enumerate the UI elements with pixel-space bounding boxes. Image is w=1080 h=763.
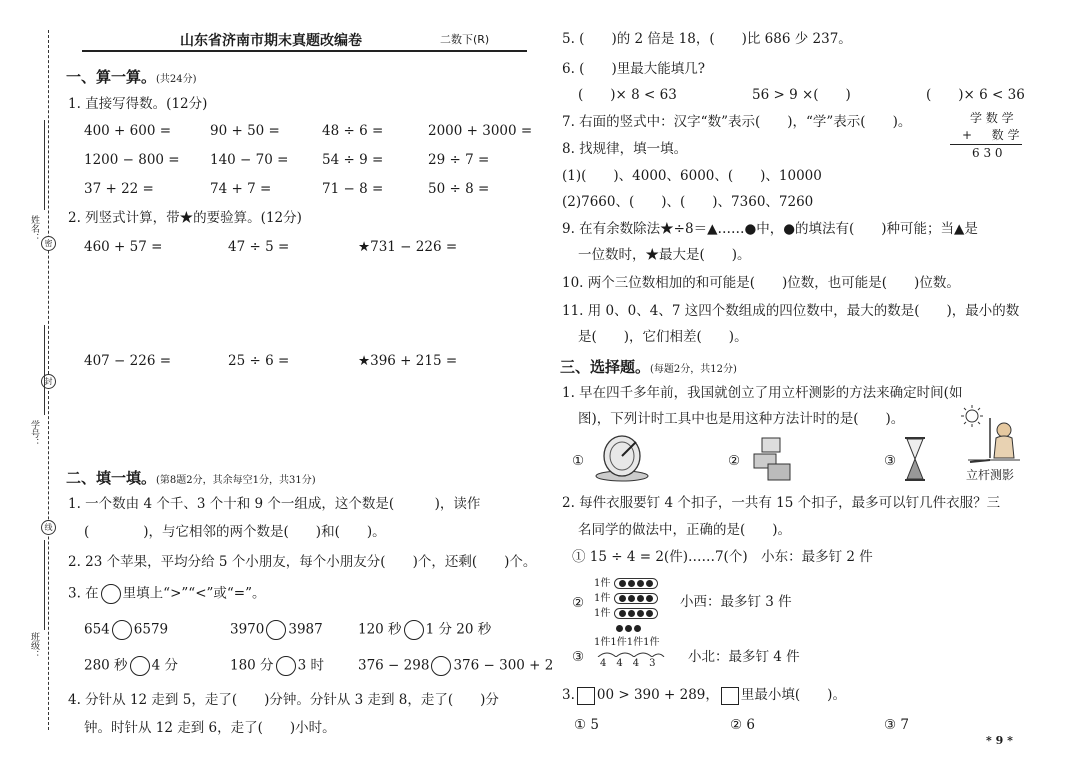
q3-3: 3. 00 > 390 + 289， 里最小填( )。 (562, 687, 846, 703)
q2-6-item: 56 > 9 ×( ) (752, 87, 851, 103)
q2-1-line2: ( )，与它相邻的两个数是( )和( )。 (84, 524, 386, 540)
q2-6-prompt: 6. ( )里最大能填几? (562, 61, 705, 77)
compare-circle-icon (112, 620, 132, 640)
compare-item: 654 6579 (84, 620, 168, 640)
calc-item: 29 ÷ 7 = (428, 152, 490, 168)
q1-1-prompt: 1. 直接写得数。(12分) (68, 96, 208, 112)
compare-circle-icon (431, 656, 451, 676)
seal-feng: 封 (41, 374, 56, 389)
calc-item: 90 + 50 = (210, 123, 280, 139)
q1-2-prompt: 2. 列竖式计算，带★的要验算。(12分) (68, 210, 302, 226)
q2-7: 7. 右面的竖式中：汉字“数”表示( )，“学”表示( )。 (562, 114, 912, 130)
compare-circle-icon (404, 620, 424, 640)
q2-2: 2. 23 个苹果，平均分给 5 个小朋友，每个小朋友分( )个，还剩( )个。 (68, 554, 537, 570)
option-2-label: ② (728, 453, 741, 469)
q2-8-l2: (2)7660、( )、( )、7360、7260 (562, 194, 814, 210)
grade-label: 二数下(R) (440, 33, 490, 46)
vertical-calc-item: 47 ÷ 5 = (228, 239, 290, 255)
answer-box-icon (577, 687, 595, 705)
q2-6-item: ( )× 6 < 36 (926, 87, 1025, 103)
q3-3-option: ① 5 (574, 717, 599, 733)
calc-item: 74 + 7 = (210, 181, 272, 197)
compare-circle-icon (276, 656, 296, 676)
option-1-label: ① (572, 453, 585, 469)
pole-shadow-illustration (960, 404, 1024, 464)
vertical-calc-item: ★396 + 215 = (358, 353, 458, 369)
q2-6-item: ( )× 8 < 63 (578, 87, 677, 103)
calc-item: 2000 + 3000 = (428, 123, 533, 139)
water-clock-icon (748, 436, 796, 482)
q3-1-line2: 图)，下列计时工具中也是用这种方法计时的是( )。 (578, 411, 905, 427)
exam-title: 山东省济南市期末真题改编卷 (180, 33, 362, 49)
q2-3-prompt: 3. 在 里填上“>”“<”或“=”。 (68, 584, 266, 604)
compare-circle-icon (130, 656, 150, 676)
seal-xian: 线 (41, 520, 56, 535)
q2-10: 10. 两个三位数相加的和可能是( )位数，也可能是( )位数。 (562, 275, 960, 291)
compare-item: 376 − 298 376 − 300 + 2 (358, 656, 553, 676)
q3-3-option: ③ 7 (884, 717, 909, 733)
calc-item: 71 − 8 = (322, 181, 384, 197)
number-line-diagram: 1件1件1件1件 4 4 4 3 (594, 636, 668, 670)
option-3-label: ③ (884, 453, 897, 469)
q2-9-line2: 一位数时，★最大是( )。 (578, 247, 751, 263)
section-1-heading: 一、算一算。(共24分) (66, 68, 197, 86)
compare-item: 3970 3987 (230, 620, 323, 640)
calc-item: 400 + 600 = (84, 123, 172, 139)
calc-item: 54 ÷ 9 = (322, 152, 384, 168)
sundial-icon (592, 432, 652, 482)
q3-2-option-1: ① 15 ÷ 4 = 2(件)……7(个) 小东：最多钉 2 件 (572, 549, 873, 565)
q3-2-option-3-label: ③ (572, 649, 585, 665)
section-3-heading: 三、选择题。(每题2分，共12分) (560, 358, 737, 376)
vertical-calc-item: ★731 − 226 = (358, 239, 458, 255)
q3-2-option-2-text: 小西：最多钉 3 件 (680, 594, 792, 610)
compare-circle-icon (101, 584, 121, 604)
student-id-label: 学号： (29, 420, 39, 447)
vertical-addition: 学 数 学 + 数 学 6 3 0 (962, 110, 1022, 162)
section-2-heading: 二、填一填。(第8题2分，其余每空1分，共31分) (66, 469, 316, 487)
button-groups-diagram: 1件 1件 1件 (594, 576, 658, 636)
calc-item: 37 + 22 = (84, 181, 154, 197)
calc-item: 1200 − 800 = (84, 152, 180, 168)
q2-11-line2: 是( )，它们相差( )。 (578, 329, 748, 345)
q3-2-option-2-label: ② (572, 595, 585, 611)
vertical-calc-item: 460 + 57 = (84, 239, 163, 255)
class-label: 班级： (29, 632, 39, 659)
q2-8-l1: (1)( )、4000、6000、( )、10000 (562, 168, 822, 184)
q2-5: 5. ( )的 2 倍是 18，( )比 686 少 237。 (562, 31, 852, 47)
q2-4-line1: 4. 分针从 12 走到 5，走了( )分钟。分针从 3 走到 8，走了( )分 (68, 692, 499, 708)
q2-1-line1: 1. 一个数由 4 个千、3 个十和 9 个一组成，这个数是( )，读作 (68, 496, 481, 512)
calc-item: 140 − 70 = (210, 152, 289, 168)
calc-item: 50 ÷ 8 = (428, 181, 490, 197)
q3-1-line1: 1. 早在四千多年前，我国就创立了用立杆测影的方法来确定时间(如 (562, 385, 963, 401)
q2-9-line1: 9. 在有余数除法★÷8＝▲……●中，●的填法有( )种可能；当▲是 (562, 221, 978, 237)
seal-mi: 密 (41, 236, 56, 251)
page-number: * 9 * (986, 734, 1013, 747)
compare-item: 180 分 3 时 (230, 656, 324, 676)
q2-8-prompt: 8. 找规律，填一填。 (562, 141, 688, 157)
pole-shadow-caption: 立杆测影 (966, 468, 1015, 482)
q3-2-option-3-text: 小北：最多钉 4 件 (688, 649, 800, 665)
compare-item: 280 秒 4 分 (84, 656, 178, 676)
compare-item: 120 秒 1 分 20 秒 (358, 620, 491, 640)
vertical-calc-item: 25 ÷ 6 = (228, 353, 290, 369)
name-label: 姓名： (29, 215, 39, 242)
answer-box-icon (721, 687, 739, 705)
q2-11-line1: 11. 用 0、0、4、7 这四个数组成的四位数中，最大的数是( )，最小的数 (562, 303, 1020, 319)
vertical-calc-item: 407 − 226 = (84, 353, 172, 369)
hourglass-icon (903, 436, 927, 482)
q3-3-option: ② 6 (730, 717, 755, 733)
compare-circle-icon (266, 620, 286, 640)
q2-4-line2: 钟。时针从 12 走到 6，走了( )小时。 (84, 720, 336, 736)
q3-2-line2: 名同学的做法中，正确的是( )。 (578, 522, 792, 538)
calc-item: 48 ÷ 6 = (322, 123, 384, 139)
q3-2-line1: 2. 每件衣服要钉 4 个扣子，一共有 15 个扣子，最多可以钉几件衣服？三 (562, 495, 1001, 511)
